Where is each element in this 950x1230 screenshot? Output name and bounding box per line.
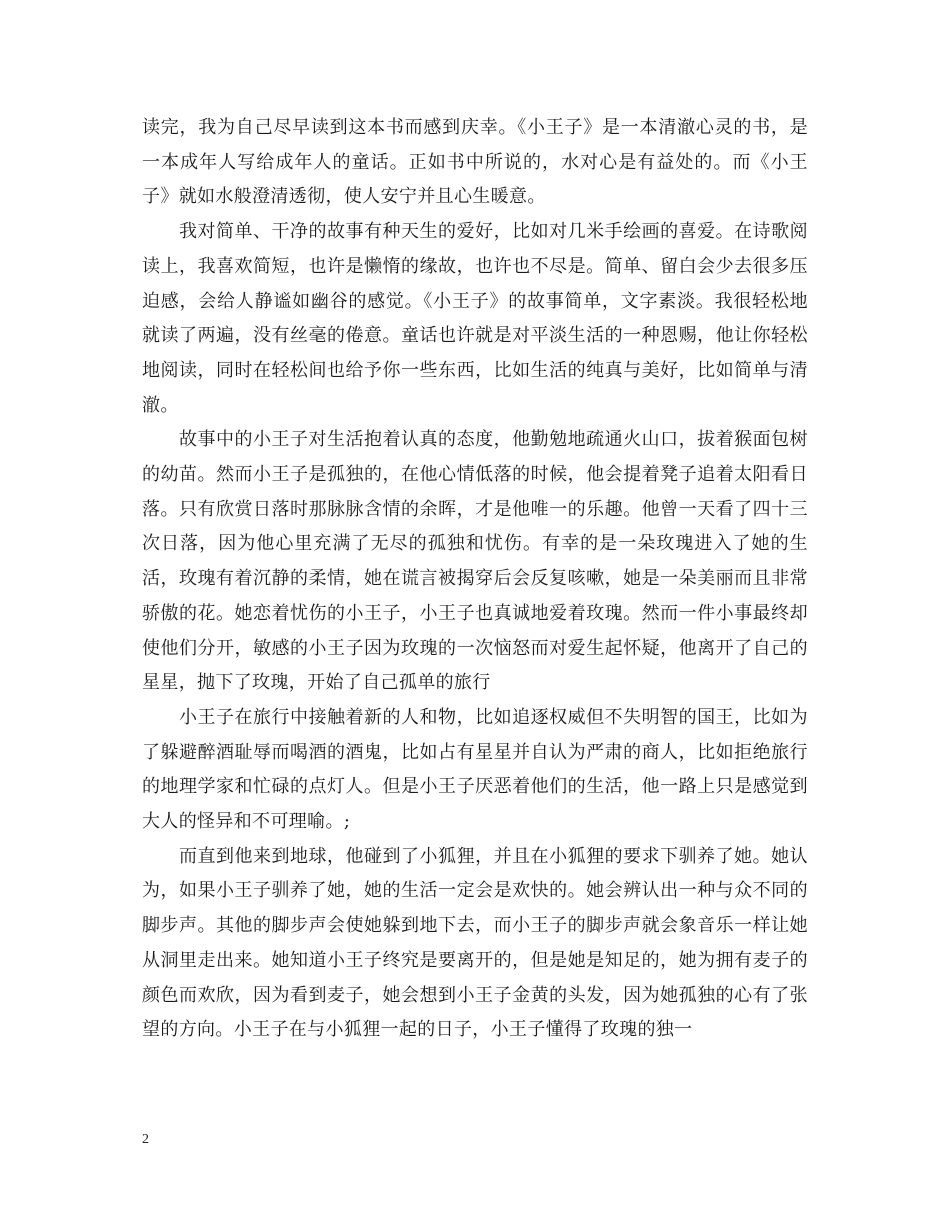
paragraph-5: 而直到他来到地球，他碰到了小狐狸，并且在小狐狸的要求下驯养了她。她认为，如果小王子驯养了她，她的生活一定会是欢快的。她会辨认出一种与众不同的脚步声。其他的脚步声会使她躲到地下去，而小王子的脚步声就会象音乐一样让她从洞里走出来。她知道小王子终究是要离开的，但是她是知足的，她为拥有麦子的颜色而欢欣，因为看到麦子，她会想到小王子金黄的头发，因为她孤独的心有了张望的方向。小王子在与小狐狸一起的日子，小王子懂得了玫瑰的独一 <box>142 845 808 1041</box>
paragraph-4: 小王子在旅行中接触着新的人和物，比如追逐权威但不失明智的国王，比如为了躲避醉酒耻辱而喝酒的酒鬼，比如占有星星并自认为严肃的商人，比如拒绝旅行的地理学家和忙碌的点灯人。但是小王子厌恶着他们的生活，他一路上只是感觉到大人的怪异和不可理喻。; <box>142 706 808 833</box>
page-number: 2 <box>142 1132 149 1147</box>
paragraph-3: 故事中的小王子对生活抱着认真的态度，他勤勉地疏通火山口，拔着猴面包树的幼苗。然而小王子是孤独的，在他心情低落的时候，他会提着凳子追着太阳看日落。只有欣赏日落时那脉脉含情的余晖，才是他唯一的乐趣。他曾一天看了四十三次日落，因为他心里充满了无尽的孤独和忧伤。有幸的是一朵玫瑰进入了她的生活，玫瑰有着沉静的柔情，她在谎言被揭穿后会反复咳嗽，她是一朵美丽而且非常骄傲的花。她恋着忧伤的小王子，小王子也真诚地爱着玫瑰。然而一件小事最终却使他们分开，敏感的小王子因为玫瑰的一次恼怒而对爱生起怀疑，他离开了自己的星星，抛下了玫瑰，开始了自己孤单的旅行 <box>142 429 808 694</box>
paragraph-2: 我对简单、干净的故事有种天生的爱好，比如对几米手绘画的喜爱。在诗歌阅读上，我喜欢简短，也许是懒惰的缘故，也许也不尽是。简单、留白会少去很多压迫感，会给人静谧如幽谷的感觉。《小王子》的故事简单，文字素淡。我很轻松地就读了两遍，没有丝毫的倦意。童话也许就是对平淡生活的一种恩赐，他让你轻松地阅读，同时在轻松间也给予你一些东西，比如生活的纯真与美好，比如简单与清澈。 <box>142 221 808 416</box>
body-text <box>142 111 808 1048</box>
paragraph-1: 读完，我为自己尽早读到这本书而感到庆幸。《小王子》是一本清澈心灵的书，是一本成年人写给成年人的童话。正如书中所说的，水对心是有益处的。而《小王子》就如水般澄清透彻，使人安宁并且心生暖意。 <box>142 117 808 208</box>
